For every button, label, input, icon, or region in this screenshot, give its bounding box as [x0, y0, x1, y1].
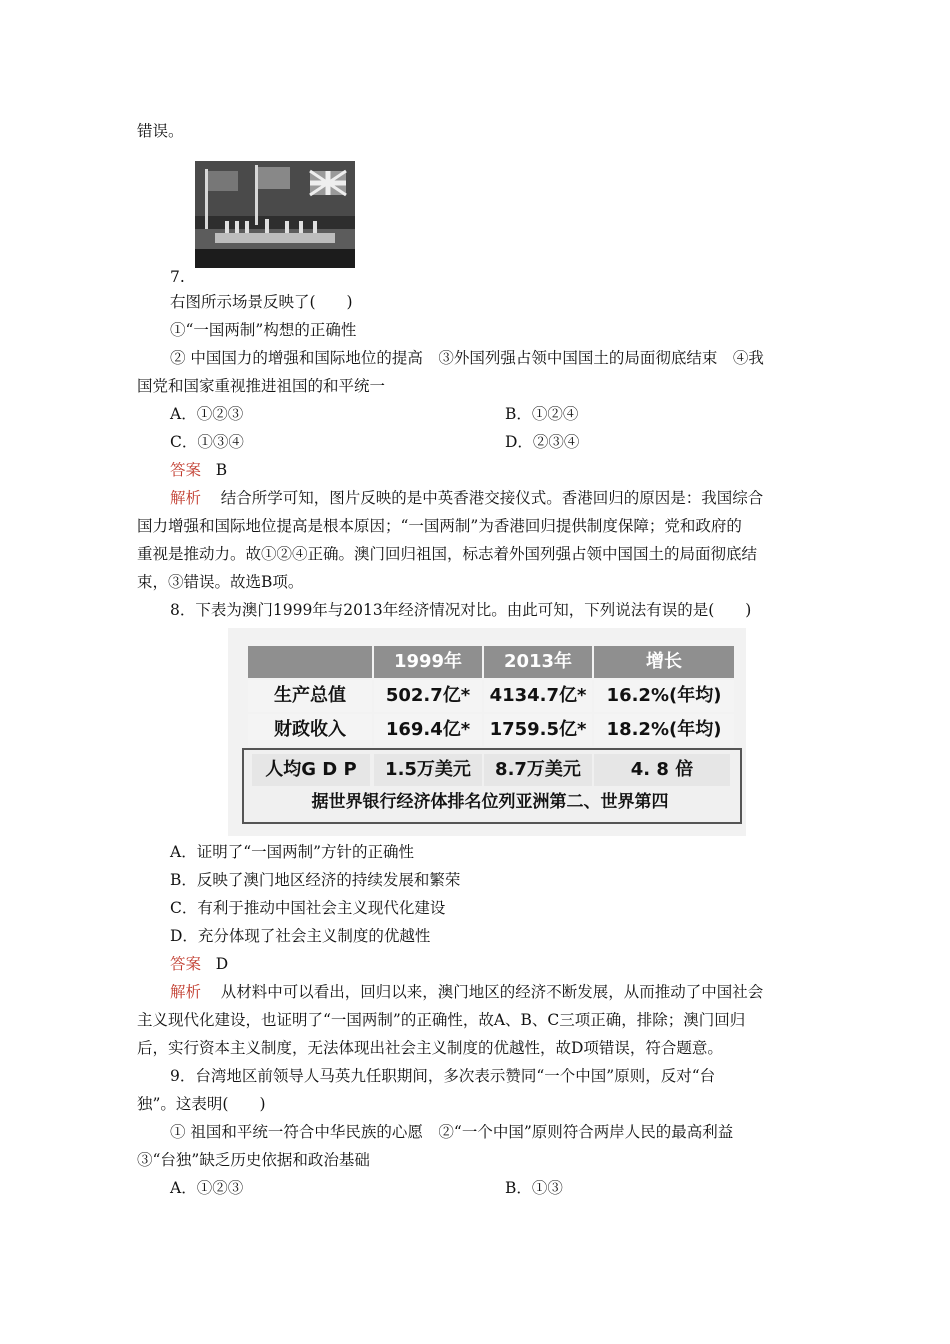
question-9-stem-line2: 独”。这表明( )	[137, 1095, 266, 1113]
question-7-number: 7.	[170, 268, 185, 286]
table-cell: 财政收入	[248, 714, 372, 746]
table-footer: 据世界银行经济体排名位列亚洲第二、世界第四	[311, 792, 669, 812]
question-7-stem: 右图所示场景反映了( )	[170, 293, 353, 311]
question-8-analysis-line2: 主义现代化建设，也证明了“一国两制”的正确性，故A、B、C三项正确，排除；澳门回归	[137, 1011, 746, 1029]
table-cell: 18.2%(年均)	[594, 714, 734, 746]
question-8-choice-d: D．充分体现了社会主义制度的优越性	[170, 927, 431, 945]
table-cell: 4. 8 倍	[594, 754, 730, 786]
question-8-choice-c: C．有利于推动中国社会主义现代化建设	[170, 899, 446, 917]
table-cell: 169.4亿*	[374, 714, 482, 746]
analysis-label: 解析	[170, 983, 202, 1001]
table-cell: 4134.7亿*	[484, 680, 592, 712]
answer-label: 答案	[170, 955, 202, 973]
ceremony-photo	[195, 161, 355, 268]
question-8-choice-b: B．反映了澳门地区经济的持续发展和繁荣	[170, 871, 461, 889]
question-7-analysis-line3: 重视是推动力。故①②④正确。澳门回归祖国，标志着外国列强占领中国国土的局面彻底结	[137, 545, 758, 563]
table-cell: 生产总值	[248, 680, 372, 712]
macau-economy-table	[228, 628, 746, 836]
question-7-choice-c: C．①③④	[170, 433, 244, 451]
answer-value: B	[215, 461, 228, 479]
table-cell: 16.2%(年均)	[594, 680, 734, 712]
question-7-option-1: ①“一国两制”构想的正确性	[170, 321, 357, 339]
answer-value: D	[215, 955, 229, 973]
table-header-2013: 2013年	[484, 646, 592, 678]
question-9-stem-line1: 9．台湾地区前领导人马英九任职期间，多次表示赞同“一个中国”原则，反对“台	[170, 1067, 716, 1085]
question-7-choice-b: B．①②④	[505, 405, 579, 423]
table-cell: 502.7亿*	[374, 680, 482, 712]
table-cell: 1.5万美元	[374, 754, 482, 786]
table-header-blank	[248, 646, 372, 678]
question-7-choice-a: A．①②③	[170, 405, 244, 423]
question-8-analysis-line3: 后，实行资本主义制度，无法体现出社会主义制度的优越性，故D项错误，符合题意。	[137, 1039, 723, 1057]
question-8-answer	[170, 954, 228, 974]
question-7-answer	[170, 460, 227, 480]
table-cell: 人均G D P	[252, 754, 370, 786]
question-9-options-line1: ① 祖国和平统一符合中华民族的心愿 ②“一个中国”原则符合两岸人民的最高利益	[170, 1123, 734, 1141]
table-cell: 8.7万美元	[484, 754, 592, 786]
analysis-text: 从材料中可以看出，回归以来，澳门地区的经济不断发展，从而推动了中国社会	[220, 983, 764, 1001]
table-cell: 1759.5亿*	[484, 714, 592, 746]
question-8-choice-a: A．证明了“一国两制”方针的正确性	[170, 843, 415, 861]
question-7-choice-d: D．②③④	[505, 433, 580, 451]
table-header-1999: 1999年	[374, 646, 482, 678]
table-header-growth: 增长	[594, 646, 734, 678]
question-7-options-line2: 国党和国家重视推进祖国的和平统一	[137, 377, 386, 395]
question-7-options-line1: ② 中国国力的增强和国际地位的提高 ③外国列强占领中国国土的局面彻底结束 ④我	[170, 349, 764, 367]
question-9-choice-b: B．①③	[505, 1179, 563, 1197]
question-8-analysis-line1	[170, 982, 763, 1002]
question-7-analysis-line4: 束，③错误。故选B项。	[137, 573, 304, 591]
text-line: 错误。	[137, 122, 184, 140]
question-7-analysis-line2: 国力增强和国际地位提高是根本原因；“一国两制”为香港回归提供制度保障；党和政府的	[137, 517, 742, 535]
answer-label: 答案	[170, 461, 202, 479]
question-8-stem: 8．下表为澳门1999年与2013年经济情况对比。由此可知，下列说法有误的是( )	[170, 601, 752, 619]
question-7-analysis-line1	[170, 488, 763, 508]
question-9-choice-a: A．①②③	[170, 1179, 244, 1197]
analysis-label: 解析	[170, 489, 202, 507]
question-9-options-line2: ③“台独”缺乏历史依据和政治基础	[137, 1151, 370, 1169]
analysis-text: 结合所学可知，图片反映的是中英香港交接仪式。香港回归的原因是：我国综合	[220, 489, 764, 507]
ceremony-photo-drawing	[195, 161, 355, 268]
